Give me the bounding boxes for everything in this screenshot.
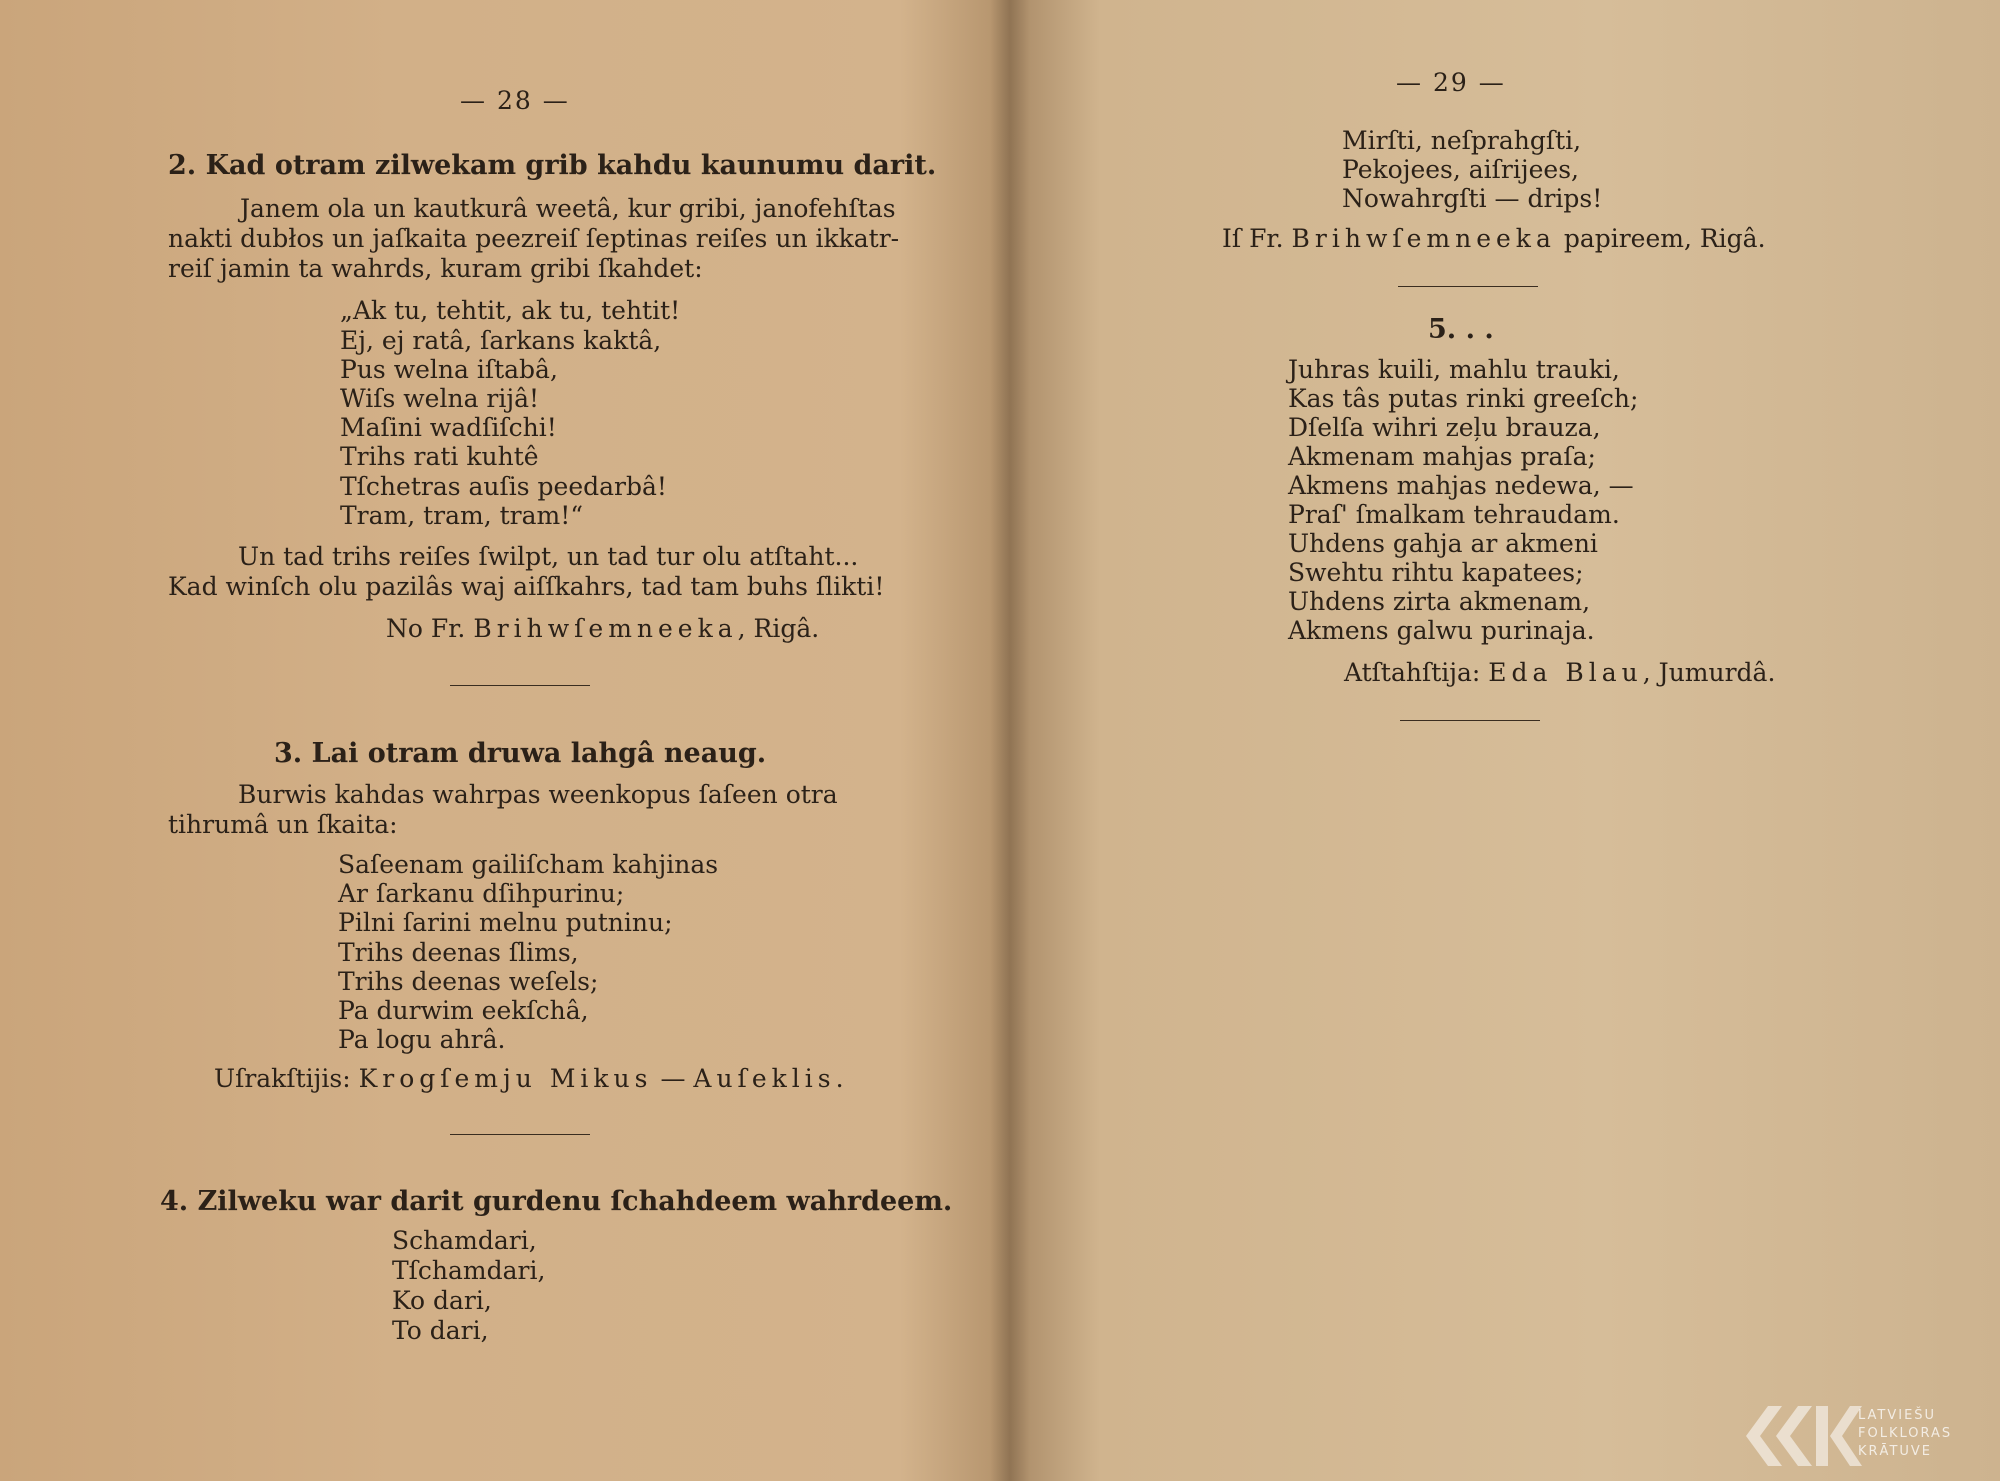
folklore-archive-logo-icon [1742, 1400, 1862, 1472]
page-number-right: — 29 — [1396, 68, 1506, 97]
section-3-verse-line: Ar ſarkanu dſihpurinu; [338, 879, 625, 908]
verse-continued-line: Nowahrgſti — drips! [1342, 184, 1603, 213]
section-5-verse-line: Juhras kuili, mahlu trauki, [1288, 355, 1620, 384]
section-3-heading: 3. Lai otram druwa lahgâ neaug. [274, 738, 767, 769]
section-divider [450, 1134, 590, 1135]
section-5-verse-line: Praſ' ſmalkam tehraudam. [1288, 500, 1620, 529]
source-dash: — [660, 1064, 686, 1093]
archive-watermark-logo [1742, 1400, 1982, 1472]
section-2-heading: 2. Kad otram zilwekam grib kahdu kaunumu darit. [168, 150, 937, 181]
source-name: Krogſemju Mikus [358, 1064, 653, 1093]
section-5-verse-line: Dſelſa wihri zeļu brauza, [1288, 413, 1601, 442]
section-2-outro-line: Un tad trihs reiſes ſwilpt, un tad tur olu atſtaht... [238, 542, 859, 571]
verse-continued-line: Mirſti, neſprahgſti, [1342, 126, 1582, 155]
section-3-intro-line: tihrumâ un ſkaita: [168, 810, 398, 839]
section-2-verse-line: Tſchetras auſis peedarbâ! [340, 472, 667, 501]
section-5-verse-line: Uhdens gahja ar akmeni [1288, 529, 1598, 558]
section-5-verse-line: Uhdens zirta akmenam, [1288, 587, 1591, 616]
source-suffix: , Rigâ. [737, 614, 820, 643]
section-2-verse-line: Pus welna iſtabâ, [340, 355, 558, 384]
section-4-verse-line: Ko dari, [392, 1286, 492, 1315]
section-4-verse-line: Tſchamdari, [392, 1256, 546, 1285]
source-suffix: , Jumurdâ. [1642, 658, 1776, 687]
source-prefix: Iſ Fr. [1222, 224, 1284, 253]
section-divider [450, 685, 590, 686]
page-number-left: — 28 — [460, 86, 570, 115]
section-2-intro-line: Janem ola un kautkurâ weetâ, kur gribi, janofehſtas [240, 194, 896, 223]
section-2-verse-line: Tram, tram, tram!“ [340, 501, 584, 530]
section-2-verse-line: Maſini wadſiſchi! [340, 413, 557, 442]
source-name: Brihwſemneeka [1291, 224, 1556, 253]
section-4-verse-line: Schamdari, [392, 1226, 537, 1255]
section-2-outro-line: Kad winſch olu pazilâs waj aiſſkahrs, tad tam buhs ſlikti! [168, 572, 885, 601]
section-2-verse-line: Wiſs welna rijâ! [340, 384, 540, 413]
section-2-verse-line: Trihs rati kuhtê [340, 442, 539, 471]
verse-continued-line: Pekojees, aiſrijees, [1342, 155, 1579, 184]
source-name: Brihwſemneeka [473, 614, 738, 643]
section-5-heading: 5. . . [1428, 314, 1494, 345]
section-5-verse-line: Akmens galwu purinaja. [1288, 616, 1595, 645]
section-2-intro-line: reiſ jamin ta wahrds, kuram gribi ſkahdet: [168, 254, 703, 283]
section-3-verse-line: Trihs deenas weſels; [338, 967, 599, 996]
section-3-verse-line: Saſeenam gailiſcham kahjinas [338, 850, 719, 879]
section-2-source [386, 614, 819, 643]
source-name: Eda Blau [1488, 658, 1643, 687]
source-prefix: Uſrakſtijis: [214, 1064, 351, 1093]
source-prefix: No Fr. [386, 614, 466, 643]
watermark-line: KRĀTUVE [1858, 1444, 1933, 1459]
section-divider [1398, 286, 1538, 287]
section-4-verse-line: To dari, [392, 1316, 489, 1345]
section-3-verse-line: Pa durwim eekſchâ, [338, 996, 589, 1025]
right-page [1000, 0, 2000, 1481]
source-1 [1222, 224, 1766, 253]
section-3-intro-line [238, 780, 838, 809]
section-3-verse-line: Pilni ſarini melnu putninu; [338, 908, 673, 937]
source-prefix: Atſtahſtija: [1344, 658, 1481, 687]
section-2-intro-line: nakti dubłos un jaſkaita peezreiſ ſeptinas reiſes un ikkatr- [168, 224, 900, 253]
source-alias: Auſeklis. [693, 1064, 849, 1093]
section-5-verse-line: Swehtu rihtu kapatees; [1288, 558, 1584, 587]
watermark-line: LATVIEŠU [1858, 1408, 1937, 1423]
section-5-source [1344, 658, 1775, 687]
section-2-verse-line: „Ak tu, tehtit, ak tu, tehtit! [340, 296, 681, 325]
section-3-intro-text: Burwis kahdas wahrpas weenkopus ſaſeen otra [238, 780, 838, 809]
section-5-verse-line: Kas tâs putas rinki greeſch; [1288, 384, 1639, 413]
section-5-verse-line: Akmens mahjas nedewa, — [1288, 471, 1634, 500]
source-suffix: papireem, Rigâ. [1563, 224, 1766, 253]
section-2-verse-line: Ej, ej ratâ, ſarkans kaktâ, [340, 326, 662, 355]
section-5-verse-line: Akmenam mahjas praſa; [1288, 442, 1596, 471]
watermark-line: FOLKLORAS [1858, 1426, 1953, 1441]
section-divider [1400, 720, 1540, 721]
section-3-source [214, 1064, 849, 1093]
section-4-heading: 4. Zilweku war darit gurdenu ſchahdeem wahrdeem. [160, 1186, 953, 1217]
section-3-verse-line: Trihs deenas ſlims, [338, 938, 579, 967]
section-3-verse-line: Pa logu ahrâ. [338, 1025, 506, 1054]
